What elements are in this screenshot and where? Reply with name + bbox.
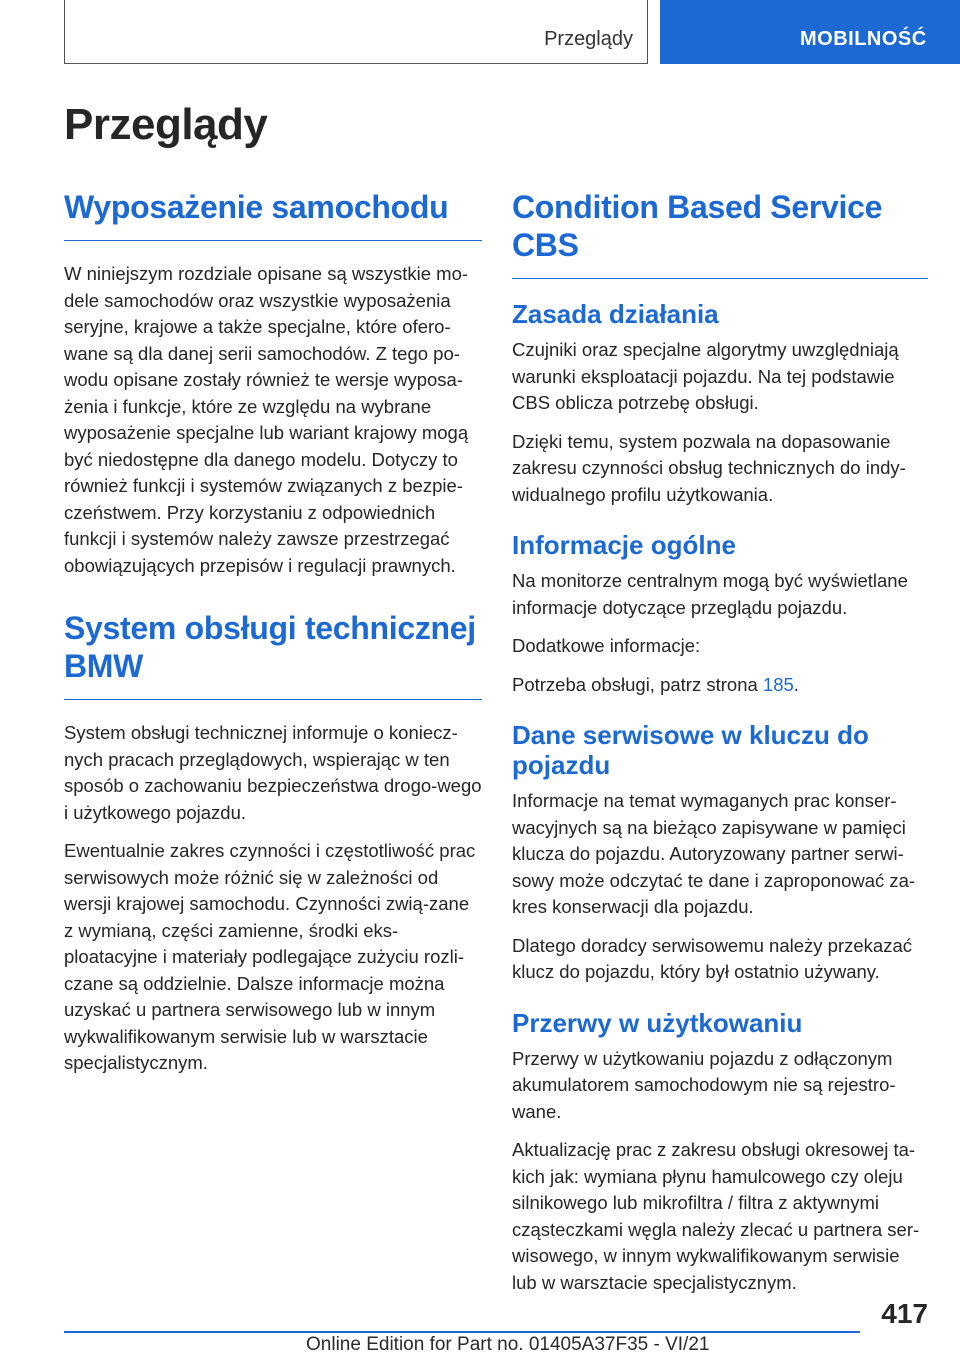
subsection-downtime-paragraph-1: Przerwy w użytkowaniu pojazdu z odłączonym akumulatorem samochodowym nie są rejestro-wane. — [512, 1047, 896, 1122]
section-equipment-title: Wyposażenie samochodu — [64, 188, 482, 241]
header-section-box — [64, 0, 648, 64]
section-bmw-service-paragraph-2: Ewentualnie zakres czynności i częstotliwość prac serwisowych może różnić się w zależności od wersji krajowej samochodu. Czynności zwią-zane z wymianą, części zamienne, środki eks-ploatacyjne i materiały podlegające zużyciu rozli-czane są oddzielnie. Dalsze informacje można uzyskać u partnera serwisowego lub w innym wykwalifikowanym serwisie lub w warsztacie specjalistycznym. — [64, 840, 476, 1073]
subsection-principle-paragraph-1: Czujniki oraz specjalne algorytmy uwzględniają warunki eksploatacji pojazdu. Na tej podstawie CBS oblicza potrzebę obsługi. — [512, 339, 899, 413]
subsection-general-paragraph-2: Dodatkowe informacje: — [512, 635, 701, 656]
subsection-key-data-title: Dane serwisowe w kluczu do pojazdu — [512, 720, 869, 780]
footer-edition-text: Online Edition for Part no. 01405A37F35 - VI/21 — [306, 1334, 710, 1355]
header-chapter-tab[interactable] — [660, 0, 960, 64]
subsection-general-paragraph-1: Na monitorze centralnym mogą być wyświetlane informacje dotyczące przeglądu pojazdu. — [512, 570, 908, 618]
header-section-label: Przeglądy — [544, 28, 633, 50]
subsection-general-title: Informacje ogólne — [512, 530, 736, 560]
page-reference-end: . — [793, 673, 799, 695]
subsection-downtime-paragraph-2: Aktualizację prac z zakresu obsługi okresowej ta-kich jak: wymiana płynu hamulcowego czy oleju silnikowego lub mikrofiltra / filtra z aktywnymi cząsteczkami węgla należy zlecać u partnera ser-wisowego, w innym wykwalifikowanym serwisie lub w warsztacie specjalistycznym. — [512, 1139, 920, 1293]
left-column — [64, 188, 482, 1089]
header-chapter-label: MOBILNOŚĆ — [800, 28, 927, 50]
section-bmw-service-paragraph-1: System obsługi technicznej informuje o koniecz-nych pracach przeglądowych, wspierając w ten sposób o zachowaniu bezpieczeństwa drogo-wego i użytkowego pojazdu. — [64, 722, 482, 823]
subsection-general-paragraph-3 — [512, 672, 928, 699]
page-title: Przeglądy — [64, 100, 268, 149]
section-equipment-paragraph: W niniejszym rozdziale opisane są wszystkie mo-dele samochodów oraz wszystkie wyposażenia seryjne, krajowe a także specjalne, które ofero-wane są dla danej serii samochodów. Z tego po-wodu opisane zostały również te wersje wyposa-żenia i funkcje, które ze względu na wybrane wyposażenie specjalne lub wariant krajowy mogą być niedostępne dla danego modelu. Dotyczy to również funkcji i systemów związanych z bezpie-czeństwem. Przy korzystaniu z odpowiednich funkcji i systemów należy zawsze przestrzegać obowiązujących przepisów i regulacji prawnych. — [64, 263, 469, 576]
subsection-principle-title: Zasada działania — [512, 299, 719, 329]
section-bmw-service-title: System obsługi technicznej BMW — [64, 609, 482, 700]
subsection-principle-paragraph-2: Dzięki temu, system pozwala na dopasowanie zakresu czynności obsług technicznych do indy-widualnego profilu użytkowania. — [512, 430, 906, 505]
page-reference-text: Potrzeba obsługi, patrz strona — [512, 673, 758, 695]
footer-divider — [64, 1331, 860, 1333]
subsection-key-data-paragraph-2: Dlatego doradcy serwisowemu należy przekazać klucz do pojazdu, który był ostatnio używany. — [512, 934, 912, 982]
section-cbs-title: Condition Based Service CBS — [512, 188, 928, 279]
subsection-downtime-title: Przerwy w użytkowaniu — [512, 1007, 803, 1038]
page-number: 417 — [881, 1298, 928, 1329]
subsection-key-data-paragraph-1: Informacje na temat wymaganych prac konser-wacyjnych są na bieżąco zapisywane w pamięci klucza do pojazdu. Autoryzowany partner serwi-sowy może odczytać te dane i zaproponować za-kres konserwacji dla pojazdu. — [512, 790, 916, 917]
right-column — [512, 188, 928, 1308]
page-reference-link[interactable]: 185 — [762, 673, 794, 695]
